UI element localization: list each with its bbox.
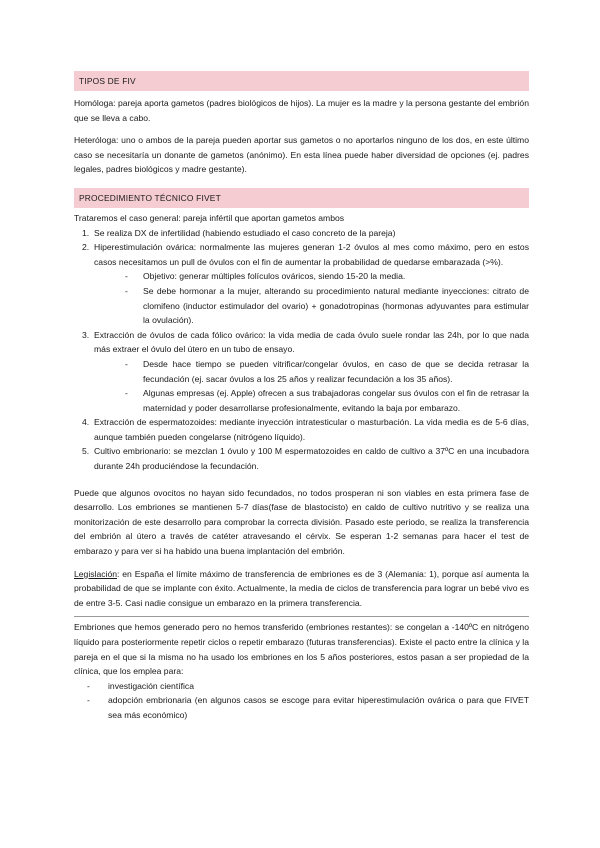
- document-content: [74, 71, 529, 723]
- paragraph-legislacion: Legislación: en España el límite máximo de transferencia de embriones es de 3 (Alemania: 1), porque así aumenta la probabilidad de que se implante con éxito. Actualmente, la media de ciclos de transferencia para lograr un bebé vivo es de entre 3-5. Casi nadie consigue un embarazo en la primera transferencia.: [74, 568, 529, 608]
- paragraph-embriones: Embriones que hemos generado pero no hemos transferido (embriones restantes): se congelan a -140ºC en nitrógeno líquido para posteriormente repetir ciclos o repetir embarazo (futuras transferencias). Existe el pacto entre la clínica y la pareja en el que si la misma no ha usado los embriones en los 5 años posteriores, estos pasan a ser propiedad de la clínica, que los emplea para:: [74, 622, 529, 677]
- list-item: 4. Extracción de espermatozoides: mediante inyección intratesticular o masturbación. La vida media es de 5-6 días, aunque también pueden congelarse (nitrógeno líquido).: [82, 417, 529, 442]
- sub-list-item: - adopción embrionaria (en algunos casos se escoge para evitar hiperestimulación ovárica o para que FIVET sea más económico): [87, 695, 529, 720]
- paragraph-ovocitos: Puede que algunos ovocitos no hayan sido fecundados, no todos prosperan ni son viables en esta primera fase de desarrollo. Los embriones se mantienen 5-7 días(fase de blastocisto) en caldo de cultivo nutritivo y se realiza una monitorización de este desarrollo para comprobar la correcta división. Pasado este periodo, se realiza la transferencia del embrión al útero a través de catéter atravesando el cérvix. Se esperan 1-2 semanas para hacer el test de embarazo y para ver si ha habido una buena implantación del embrión.: [74, 487, 529, 557]
- paragraph-heterologa: Heteróloga: uno o ambos de la pareja pueden aportar sus gametos o no aportarlos ninguno de los dos, en este último caso se necesitaría un donante de gametos (anónimo). En esta línea puede haber diversidad de opciones (ej. padres legales, padres biológicos y madre gestante).: [74, 135, 529, 175]
- sub-list-item: - Objetivo: generar múltiples folículos ováricos, siendo 15-20 la media.: [125, 271, 406, 282]
- sub-list-item: - Desde hace tiempo se pueden vitrificar/congelar óvulos, en caso de que se decida retrasar la fecundación (ej. sacar óvulos a los 25 años y realizar fecundación a los 35 años).: [125, 358, 529, 384]
- sub-list-item: - Se debe hormonar a la mujer, alterando su procedimiento natural mediante inyecciones: citrato de clomifeno (inductor estimulador del ovario) + gonadotropinas (hormonas adyuvantes para estimular la ovulación).: [125, 285, 529, 326]
- list-item: 2. Hiperestimulación ovárica: normalmente las mujeres generan 1-2 óvulos al mes como máximo, pero en estos casos necesitamos un pull de óvulos con el fin de aumentar la probabilidad de quedarse embarazada (>%).: [82, 242, 529, 267]
- list-item: 1. Se realiza DX de infertilidad (habiendo estudiado el caso concreto de la pareja): [82, 227, 396, 238]
- section-header-procedimiento: PROCEDIMIENTO TÉCNICO FIVET: [74, 188, 529, 208]
- paragraph-intro: Trataremos el caso general: pareja infértil que aportan gametos ambos: [74, 212, 345, 223]
- list-item: 5. Cultivo embrionario: se mezclan 1 óvulo y 100 M espermatozoides en caldo de cultivo a 37ºC en una incubadora durante 24h produciéndose la fecundación.: [82, 446, 529, 472]
- legislacion-label: Legislación: [74, 568, 117, 579]
- sub-list-item: - Algunas empresas (ej. Apple) ofrecen a sus trabajadoras congelar sus óvulos con el fin de retrasar la maternidad y poder desarrollarse profesionalmente, evitando la baja por embarazo.: [125, 388, 529, 413]
- section-header-tipos: TIPOS DE FIV: [74, 71, 529, 91]
- steps-list: [74, 226, 529, 474]
- divider: [74, 616, 529, 617]
- paragraph-homologa: Homóloga: pareja aporta gametos (padres biológicos de hijos). La mujer es la madre y la persona gestante del embrión que se lleva a cabo.: [74, 98, 529, 123]
- sub-list-item: - investigación científica: [87, 680, 194, 691]
- list-item: 3. Extracción de óvulos de cada fólico ovárico: la vida media de cada óvulo suele rondar las 24h, por lo que nada más extraer el óvulo del útero en un tubo de ensayo.: [82, 329, 529, 355]
